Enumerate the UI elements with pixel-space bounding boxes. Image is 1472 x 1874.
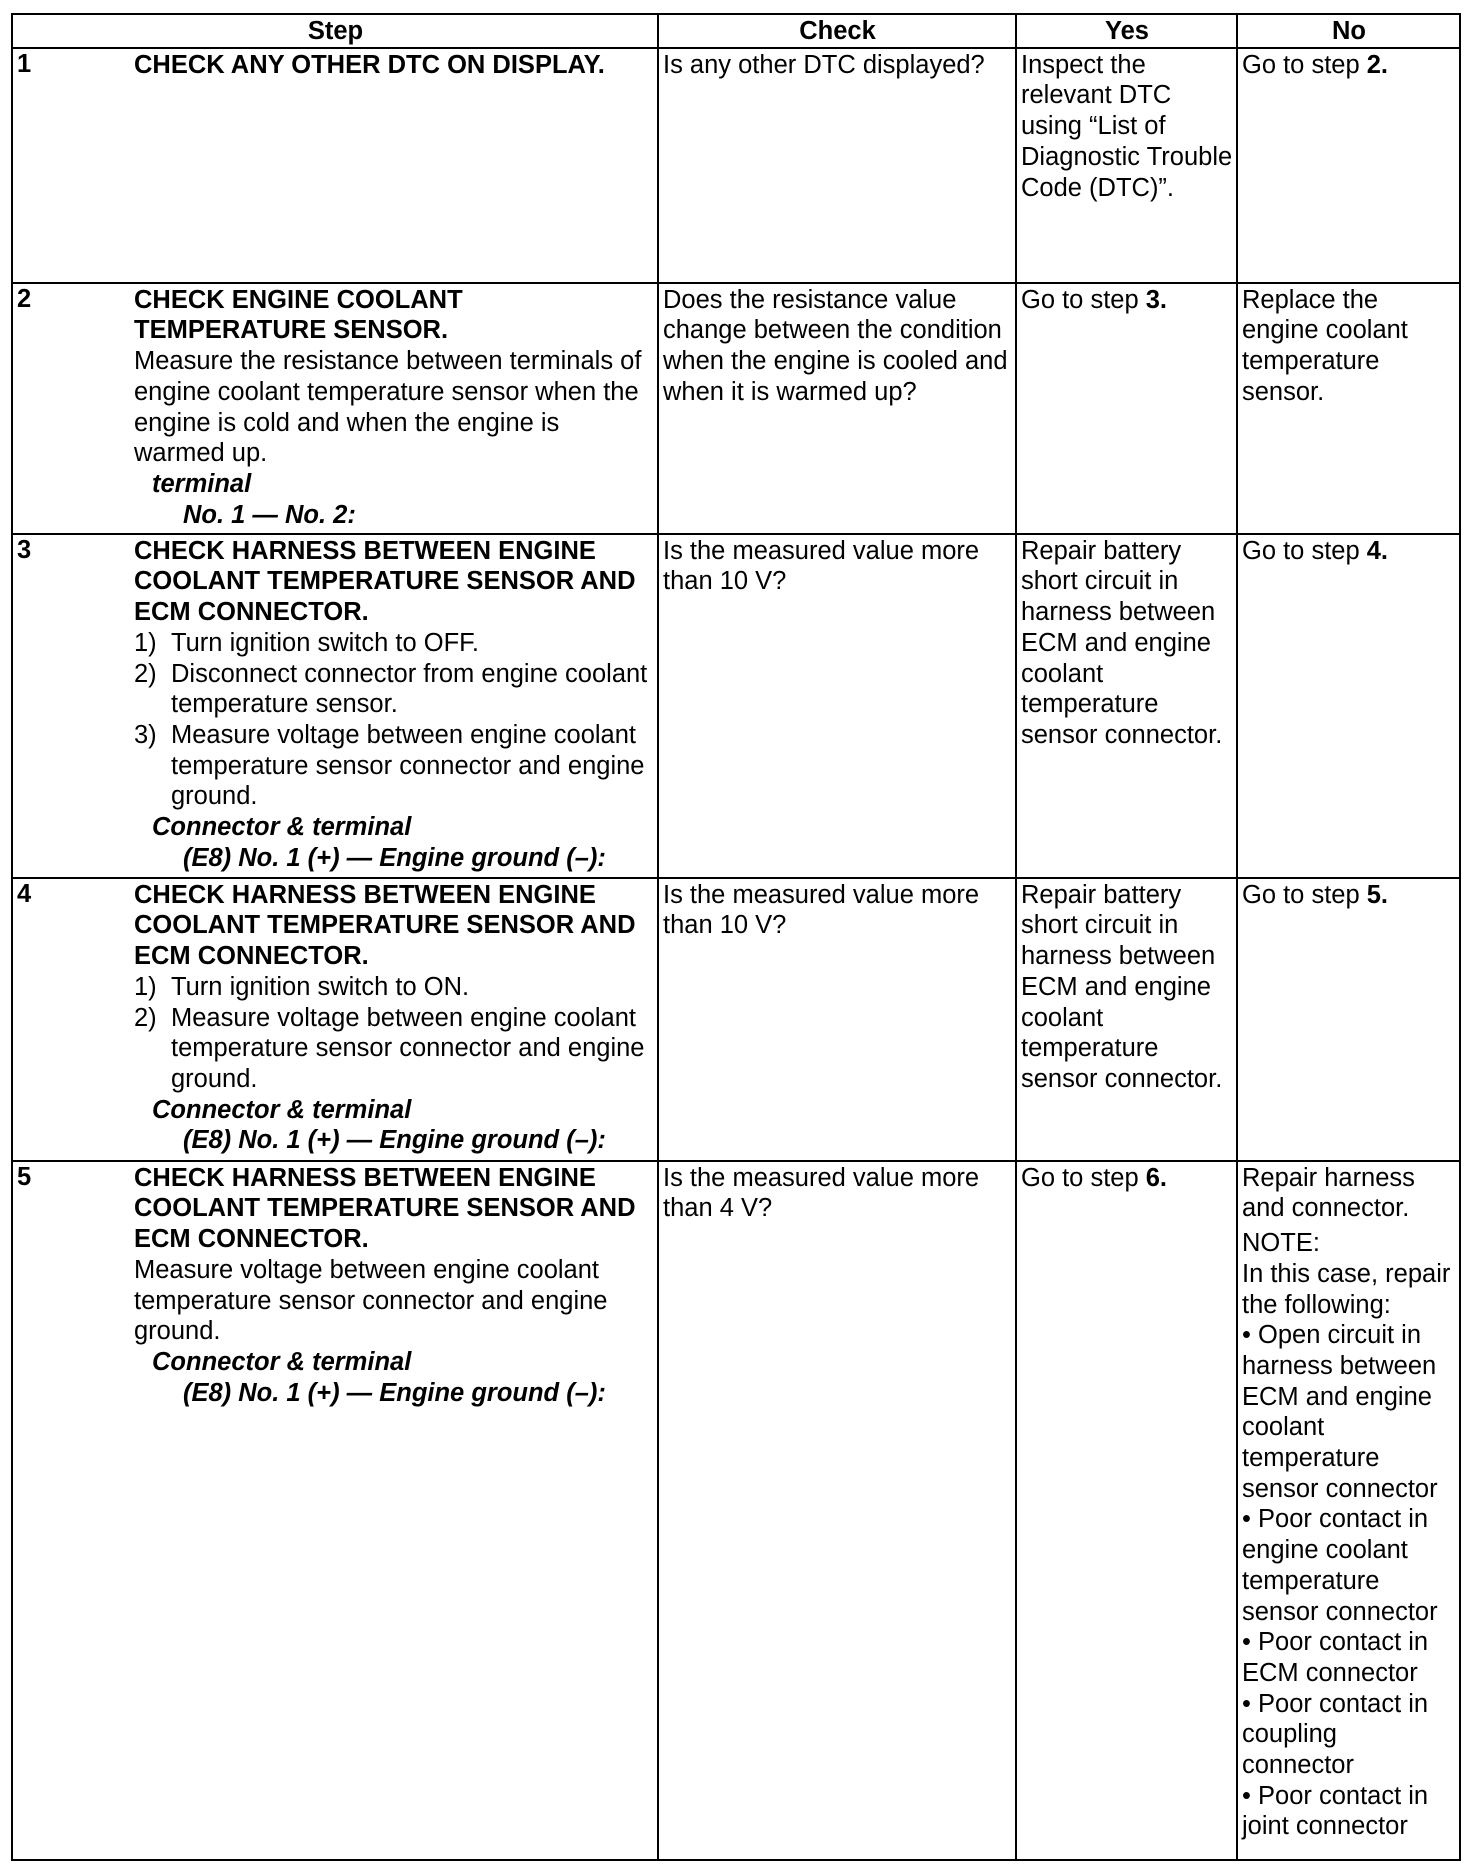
header-step: Step xyxy=(12,14,658,48)
list-item: 1) Turn ignition switch to OFF. xyxy=(134,628,479,657)
no-text: Go to step xyxy=(1242,50,1367,79)
step-cell xyxy=(12,878,658,1161)
header-yes: Yes xyxy=(1016,14,1237,48)
terminal-label: terminal xyxy=(152,469,252,498)
yes-cell xyxy=(1016,283,1237,534)
no-text: Go to step xyxy=(1242,536,1367,565)
table-row xyxy=(12,283,1460,534)
step-number: 3 xyxy=(17,535,32,564)
no-action: Repair harness and connector. xyxy=(1242,1163,1415,1223)
step-number: 4 xyxy=(17,879,32,908)
step-number: 1 xyxy=(17,49,32,78)
header-no: No xyxy=(1237,14,1460,48)
list-item: 1) Turn ignition switch to ON. xyxy=(134,972,470,1001)
note-label: NOTE: xyxy=(1242,1229,1320,1258)
list-item: 2) Disconnect connector from engine coolant temperature sensor. xyxy=(134,659,648,719)
next-step-ref: 3. xyxy=(1145,285,1168,314)
terminal-spec: (E8) No. 1 (+) — Engine ground (–): xyxy=(183,843,606,872)
step-cell xyxy=(12,534,658,878)
step-number: 2 xyxy=(17,284,32,313)
table-row xyxy=(12,534,1460,878)
step-title: CHECK HARNESS BETWEEN ENGINE COOLANT TEMPERATURE SENSOR AND ECM CONNECTOR. xyxy=(134,880,636,971)
terminal-label: Connector & terminal xyxy=(152,1347,412,1376)
list-item: • Poor contact in ECM connector xyxy=(1242,1628,1429,1687)
yes-cell: Inspect the relevant DTC using “List of Diagnostic Trouble Code (DTC)”. xyxy=(1016,48,1237,283)
yes-text: Go to step xyxy=(1021,1163,1146,1192)
terminal-spec: (E8) No. 1 (+) — Engine ground (–): xyxy=(183,1378,606,1407)
no-text: Go to step xyxy=(1242,880,1367,909)
terminal-label: Connector & terminal xyxy=(152,1095,412,1124)
next-step-ref: 6. xyxy=(1145,1163,1168,1192)
terminal-label: Connector & terminal xyxy=(152,813,412,842)
check-cell: Is any other DTC displayed? xyxy=(658,48,1016,283)
diagnostic-table xyxy=(11,13,1461,1861)
step-title: CHECK ANY OTHER DTC ON DISPLAY. xyxy=(134,50,605,79)
next-step-ref: 5. xyxy=(1366,880,1389,909)
header-check: Check xyxy=(658,14,1016,48)
list-item: • Poor contact in engine coolant temperature sensor connector xyxy=(1242,1505,1438,1626)
yes-text: Go to step xyxy=(1021,285,1146,314)
no-cell: Replace the engine coolant temperature sensor. xyxy=(1237,283,1460,534)
step-body: Measure the resistance between terminals of engine coolant temperature sensor when the engine is cold and when the engine is warmed up. xyxy=(134,347,642,468)
list-item: • Open circuit in harness between ECM and engine coolant temperature sensor connector xyxy=(1242,1321,1438,1503)
header-row xyxy=(12,14,1460,48)
check-cell: Is the measured value more than 4 V? xyxy=(658,1161,1016,1860)
step-cell xyxy=(12,48,658,283)
step-body: Measure voltage between engine coolant temperature sensor connector and engine ground. xyxy=(134,1255,608,1346)
list-item: 3) Measure voltage between engine coolant temperature sensor connector and engine ground. xyxy=(134,720,645,811)
next-step-ref: 4. xyxy=(1366,536,1389,565)
no-cell xyxy=(1237,48,1460,283)
list-item: • Poor contact in coupling connector xyxy=(1242,1689,1429,1780)
no-cell xyxy=(1237,534,1460,878)
step-title: CHECK HARNESS BETWEEN ENGINE COOLANT TEMPERATURE SENSOR AND ECM CONNECTOR. xyxy=(134,536,636,627)
check-cell: Is the measured value more than 10 V? xyxy=(658,534,1016,878)
table-row xyxy=(12,878,1460,1161)
yes-cell: Repair battery short circuit in harness between ECM and engine coolant temperature sensor connector. xyxy=(1016,534,1237,878)
check-cell: Is the measured value more than 10 V? xyxy=(658,878,1016,1161)
terminal-spec: No. 1 — No. 2: xyxy=(183,500,356,529)
step-cell xyxy=(12,283,658,534)
step-number: 5 xyxy=(17,1162,32,1191)
yes-cell: Repair battery short circuit in harness between ECM and engine coolant temperature sensor connector. xyxy=(1016,878,1237,1161)
step-cell xyxy=(12,1161,658,1860)
no-cell xyxy=(1237,878,1460,1161)
note-intro: In this case, repair the following: xyxy=(1242,1259,1451,1319)
yes-cell xyxy=(1016,1161,1237,1860)
step-title: CHECK HARNESS BETWEEN ENGINE COOLANT TEMPERATURE SENSOR AND ECM CONNECTOR. xyxy=(134,1163,636,1254)
check-cell: Does the resistance value change between the condition when the engine is cooled and when it is warmed up? xyxy=(658,283,1016,534)
terminal-spec: (E8) No. 1 (+) — Engine ground (–): xyxy=(183,1126,606,1155)
next-step-ref: 2. xyxy=(1366,50,1389,79)
step-title: CHECK ENGINE COOLANT TEMPERATURE SENSOR. xyxy=(134,285,463,345)
table-row xyxy=(12,1161,1460,1860)
no-cell xyxy=(1237,1161,1460,1860)
list-item: • Poor contact in joint connector xyxy=(1242,1781,1429,1841)
table-row xyxy=(12,48,1460,283)
list-item: 2) Measure voltage between engine coolant temperature sensor connector and engine ground. xyxy=(134,1003,645,1093)
